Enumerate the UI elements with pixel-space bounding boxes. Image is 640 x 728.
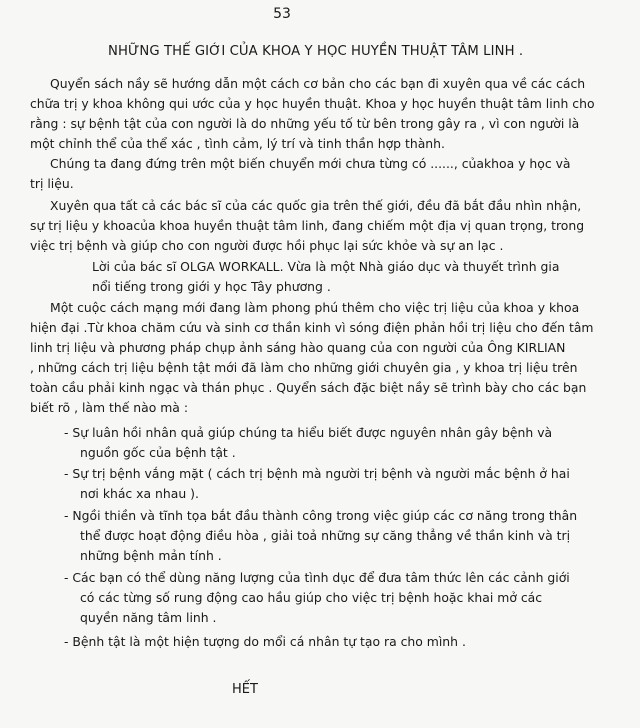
bullet-continuation: quyền năng tâm linh . [80,610,217,625]
bullet-item: - Sự trị bệnh vắng mặt ( cách trị bệnh mà người trị bệnh và người mắc bệnh ở hai [64,466,570,481]
page-number: 53 [273,6,291,22]
body-line: Quyển sách nầy sẽ hướng dẫn một cách cơ bản cho các bạn đi xuyên qua về các cách [50,76,586,91]
body-line: chữa trị y khoa không qui ước của y học huyền thuật. Khoa y học huyền thuật tâm linh cho [30,96,595,111]
bullet-item: - Bệnh tật là một hiện tượng do mổi cá nhân tự tạo ra cho mình . [64,634,466,649]
body-line: biết rõ , làm thế nào mà : [30,400,189,415]
body-line: hiện đại .Từ khoa chăm cứu và sinh cơ thần kinh vì sóng điện phản hồi trị liệu cho đến tâm [30,320,594,335]
body-line: một chỉnh thể của thể xác , tình cảm, lý trí và tinh thần hợp thành. [30,136,445,151]
body-line: , những cách trị liệu bệnh tật mới đã làm cho những giới chuyên gia , y khoa trị liệu trên [30,360,578,375]
quote-line: nổi tiếng trong giới y học Tây phương . [92,279,331,294]
bullet-continuation: thể được hoạt động điều hòa , giải toả những sự căng thẳng về thần kinh và trị [80,528,571,543]
bullet-item: - Ngồi thiền và tĩnh tọa bắt đầu thành công trong việc giúp các cơ năng trong thân [64,508,578,523]
body-line: linh trị liệu và phương pháp chụp ảnh sáng hào quang của con người của Ông KIRLIAN [30,340,566,355]
body-line: Xuyên qua tất cả các bác sĩ của các quốc gia trên thế giới, đều đã bắt đầu nhìn nhận, [50,198,582,213]
body-line: toàn cầu phải kinh ngạc và thán phục . Quyển sách đặc biệt nầy sẽ trình bày cho các bạn [30,380,587,395]
body-line: Một cuộc cách mạng mới đang làm phong phú thêm cho việc trị liệu của khoa y khoa [50,300,580,315]
bullet-continuation: nơi khác xa nhau ). [80,486,199,501]
body-line: rằng : sự bệnh tật của con người là do những yếu tố từ bên trong gây ra , vì con người là [30,116,580,131]
body-line: sự trị liệu y khoacủa khoa huyền thuật tâm linh, đang chiếm một địa vị quan trọng, trong [30,218,585,233]
bullet-item: - Các bạn có thể dùng năng lượng của tình dục để đưa tâm thức lên các cảnh giới [64,570,570,585]
bullet-item: - Sự luân hồi nhân quả giúp chúng ta hiểu biết được nguyên nhân gây bệnh và [64,425,553,440]
chapter-title: NHỮNG THẾ GIỚI CỦA KHOA Y HỌC HUYỀN THUẬT TÂM LINH . [108,44,524,59]
bullet-continuation: có các từng số rung động cao hầu giúp cho việc trị bệnh hoặc khai mở các [80,590,543,605]
body-line: Chúng ta đang đứng trên một biến chuyển mới chưa từng có ......, củakhoa y học và [50,156,571,171]
quote-line: Lời của bác sĩ OLGA WORKALL. Vừa là một Nhà giáo dục và thuyết trình gia [92,259,560,274]
body-line: trị liệu. [30,176,74,191]
bullet-continuation: nguồn gốc của bệnh tật . [80,445,236,460]
body-line: việc trị bệnh và giúp cho con người được hồi phục lại sức khỏe và sự an lạc . [30,238,504,253]
bullet-continuation: những bệnh mản tính . [80,548,222,563]
end-mark: HẾT [232,682,258,697]
